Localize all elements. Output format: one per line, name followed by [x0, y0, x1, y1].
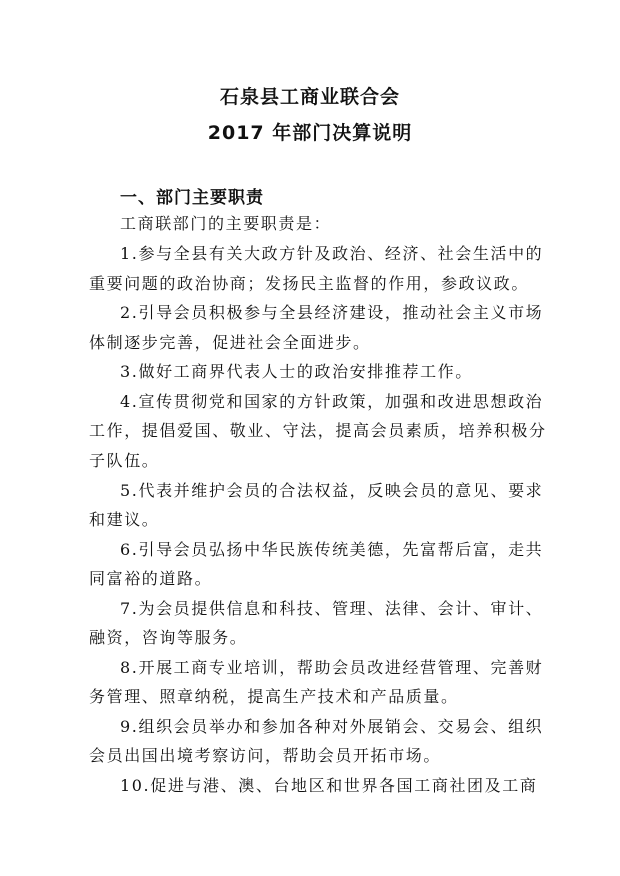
paragraph-line: 融资，咨询等服务。: [89, 628, 248, 647]
paragraph-line: 工作，提倡爱国、敬业、守法，提高会员素质，培养积极分: [89, 421, 547, 440]
paragraph-line: 8.开展工商专业培训，帮助会员改进经营管理、完善财: [120, 658, 544, 677]
paragraph-line: 同富裕的道路。: [89, 569, 213, 588]
paragraph-line: 2.引导会员积极参与全县经济建设，推动社会主义市场: [120, 303, 544, 322]
paragraph-line: 和建议。: [89, 510, 160, 529]
paragraph-line: 6.引导会员弘扬中华民族传统美德，先富帮后富，走共: [120, 540, 544, 559]
document-subtitle: 2017 年部门决算说明: [207, 122, 413, 144]
paragraph-line: 1.参与全县有关大政方针及政治、经济、社会生活中的: [120, 244, 544, 263]
section-heading: 一、部门主要职责: [120, 188, 264, 208]
document-title: 石泉县工商业联合会: [219, 86, 400, 108]
paragraph-line: 子队伍。: [89, 451, 160, 470]
paragraph-line: 体制逐步完善，促进社会全面进步。: [89, 333, 371, 352]
paragraph-line: 10.促进与港、澳、台地区和世界各国工商社团及工商: [120, 776, 538, 795]
paragraph-line: 4.宣传贯彻党和国家的方针政策，加强和改进思想政治: [120, 392, 544, 411]
paragraph-line: 5.代表并维护会员的合法权益，反映会员的意见、要求: [120, 481, 544, 500]
paragraph-line: 3.做好工商界代表人士的政治安排推荐工作。: [120, 362, 473, 381]
paragraph-line: 9.组织会员举办和参加各种对外展销会、交易会、组织: [120, 717, 544, 736]
paragraph-line: 务管理、照章纳税，提高生产技术和产品质量。: [89, 687, 459, 706]
section-intro: 工商联部门的主要职责是：: [120, 214, 332, 233]
paragraph-line: 7.为会员提供信息和科技、管理、法律、会计、审计、: [120, 599, 544, 618]
paragraph-line: 重要问题的政治协商；发扬民主监督的作用，参政议政。: [89, 274, 530, 293]
paragraph-line: 会员出国出境考察访问，帮助会员开拓市场。: [89, 746, 442, 765]
